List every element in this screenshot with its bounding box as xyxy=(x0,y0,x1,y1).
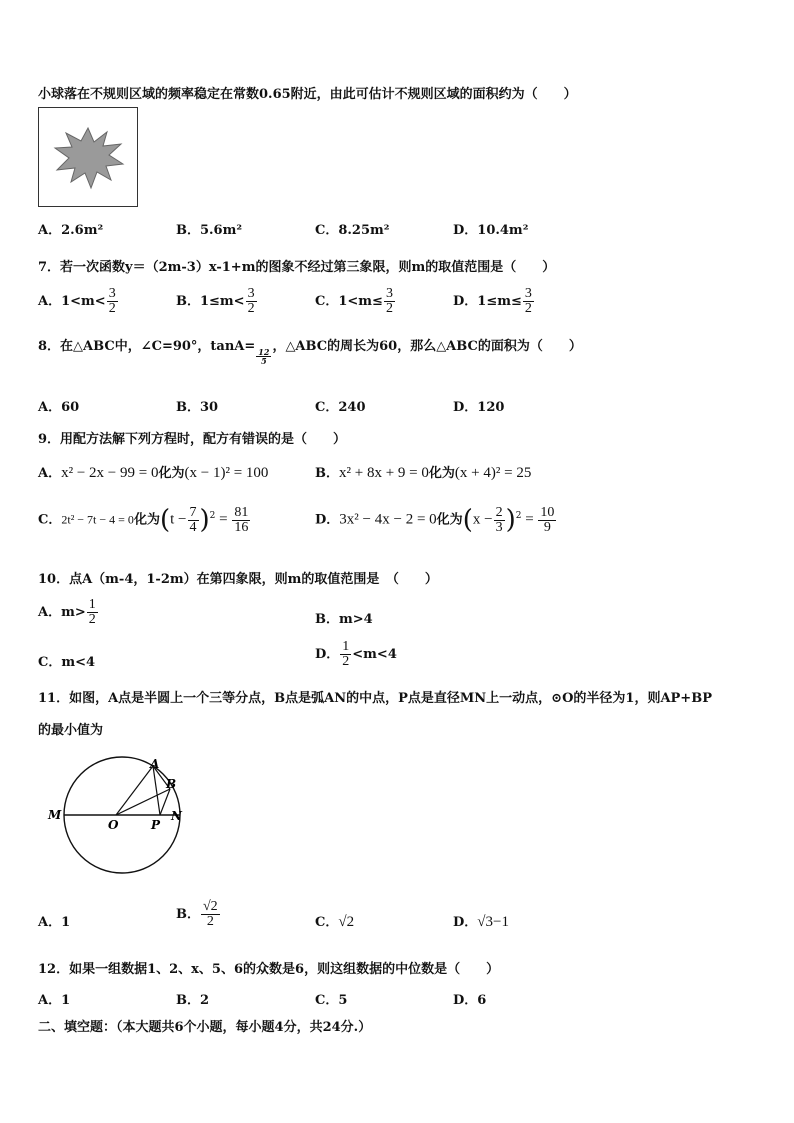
right-paren: ) xyxy=(505,505,516,535)
option-label: D． xyxy=(453,915,478,930)
label-p: P xyxy=(151,818,161,832)
q7-option-d[interactable] xyxy=(453,287,535,316)
q10-option-b[interactable]: B．m>4 xyxy=(315,612,373,627)
option-a[interactable]: A．2.6m² xyxy=(38,223,104,238)
fraction: $\frac{1}{2}$ xyxy=(88,597,96,627)
q8-option-d[interactable]: D．120 xyxy=(453,400,505,415)
label-b: B xyxy=(166,777,177,791)
q9-option-c[interactable]: C．2t² − 7t − 4 = 0化为(t − $\frac{7}{4}$ )$^2$ = $\frac{81}{16}$ xyxy=(38,504,249,535)
label-m: M xyxy=(48,808,62,822)
q7-a-text: A．1<m< xyxy=(38,294,106,309)
q9-option-a[interactable] xyxy=(38,462,268,482)
q8-option-b[interactable]: B．30 xyxy=(176,400,219,415)
question-7-stem: 7．若一次函数y＝（2m-3）x-1+m的图象不经过第三象限，则m的取值范围是（ ） xyxy=(38,260,556,275)
equation: x² − 2x − 99 = 0 xyxy=(61,465,159,481)
circle-diagram xyxy=(40,752,200,882)
q12-option-b[interactable]: B．2 xyxy=(176,993,210,1008)
q12-option-d[interactable]: D．6 xyxy=(453,993,487,1008)
question-stem: 小球落在不规则区域的频率稳定在常数0.65附近，由此可估计不规则区域的面积约为（ ） xyxy=(38,87,577,102)
option-label: D． xyxy=(315,512,340,528)
q11-option-c[interactable] xyxy=(315,911,354,931)
equation: x² + 8x + 9 = 0 xyxy=(339,465,429,481)
option-label: A． xyxy=(38,466,62,481)
option-c[interactable]: C．8.25m² xyxy=(315,223,390,238)
fraction: $\frac{10}{9}$ xyxy=(540,504,555,535)
q9-option-d[interactable]: D．3x² − 4x − 2 = 0化为(x − $\frac{2}{3}$ )$^2$ = $\frac{10}{9}$ xyxy=(315,504,555,535)
question-9-stem: 9．用配方法解下列方程时，配方有错误的是（ ） xyxy=(38,432,347,447)
q12-option-c[interactable]: C．5 xyxy=(315,993,348,1008)
transform-word: 化为 xyxy=(133,512,160,528)
q7-d-text: D．1≤m≤ xyxy=(453,294,522,309)
fraction: $\frac{7}{4}$ xyxy=(189,504,197,535)
option-label: B． xyxy=(176,907,200,922)
question-11-stem-line2: 的最小值为 xyxy=(38,723,104,738)
q7-option-a[interactable] xyxy=(38,287,119,316)
option-d[interactable]: D．10.4m² xyxy=(453,223,529,238)
fraction: $\frac{√2}{2}$ xyxy=(203,899,218,929)
option-label: C． xyxy=(38,512,62,528)
label-a: A xyxy=(150,757,160,771)
section-2-title: 二、填空题：（本大题共6个小题，每小题4分，共24分.） xyxy=(38,1020,372,1035)
fraction: $\frac{81}{16}$ xyxy=(234,504,249,535)
fraction: $\frac{1}{2}$ xyxy=(342,639,350,669)
option-b[interactable]: B．5.6m² xyxy=(176,223,243,238)
right-paren: ) xyxy=(199,505,210,535)
transform-word: 化为 xyxy=(158,466,185,481)
inner-expr: x − xyxy=(472,511,493,528)
transform-word: 化为 xyxy=(428,466,455,481)
transform-word: 化为 xyxy=(436,512,463,528)
fraction: $\frac{3}{2}$ xyxy=(524,286,532,316)
starburst-icon xyxy=(39,108,137,206)
option-label: C． xyxy=(315,915,339,930)
inner-expr: t − xyxy=(170,511,187,528)
question-12-stem: 12．如果一组数据1、2、x、5、6的众数是6，则这组数据的中位数是（ ） xyxy=(38,962,500,977)
q7-b-text: B．1≤m< xyxy=(176,294,245,309)
q7-option-b[interactable] xyxy=(176,287,258,316)
q11-option-d[interactable] xyxy=(453,911,509,931)
segment-oa xyxy=(116,766,153,815)
value: √3−1 xyxy=(477,914,509,930)
q8-stem-part2: ，△ABC的周长为60，那么△ABC的面积为（ ） xyxy=(272,339,582,354)
label-n: N xyxy=(171,809,182,823)
left-paren: ( xyxy=(159,505,171,535)
equation: 3x² − 4x − 2 = 0 xyxy=(339,511,437,528)
result: (x + 4)² = 25 xyxy=(454,465,532,481)
q10-option-a[interactable] xyxy=(38,598,99,627)
q8-option-c[interactable]: C．240 xyxy=(315,400,366,415)
question-11-stem-line1: 11．如图，A点是半圆上一个三等分点，B点是弧AN的中点，P点是直径MN上一动点，⊙O的半径为1，则AP+BP xyxy=(38,691,712,706)
value: √2 xyxy=(338,914,355,930)
semicircle-figure xyxy=(40,752,200,882)
fraction: $\frac{3}{2}$ xyxy=(108,286,116,316)
option-label: B． xyxy=(315,466,339,481)
q7-c-text: C．1<m≤ xyxy=(315,294,383,309)
irregular-region-figure xyxy=(38,107,138,207)
label-o: O xyxy=(108,818,119,832)
q11-option-b[interactable] xyxy=(176,900,221,929)
fraction: $\frac{2}{3}$ xyxy=(495,504,503,535)
fraction: $\frac{3}{2}$ xyxy=(247,286,255,316)
fraction: $\frac{3}{2}$ xyxy=(385,286,393,316)
equation: 2t² − 7t − 4 = 0 xyxy=(61,512,134,527)
q8-option-a[interactable]: A．60 xyxy=(38,400,80,415)
q12-option-a[interactable]: A．1 xyxy=(38,993,71,1008)
q11-option-a[interactable]: A．1 xyxy=(38,915,71,930)
q10-option-d[interactable] xyxy=(315,640,397,669)
q7-option-c[interactable] xyxy=(315,287,396,316)
q10-a-text: A．m> xyxy=(38,605,86,620)
result: (x − 1)² = 100 xyxy=(184,465,269,481)
tan-fraction: $\frac{12}{5}$ xyxy=(258,347,270,366)
q10-d-label: D． xyxy=(315,647,340,662)
q10-d-text: <m<4 xyxy=(352,647,397,662)
question-8-stem xyxy=(38,335,582,365)
q8-stem-part1: 8．在△ABC中，∠C=90°，tanA= xyxy=(38,339,256,354)
question-10-stem: 10．点A（m-4，1-2m）在第四象限，则m的取值范围是 （ ） xyxy=(38,572,438,587)
left-paren: ( xyxy=(462,505,473,535)
q10-option-c[interactable]: C．m<4 xyxy=(38,655,96,670)
q9-option-b[interactable] xyxy=(315,462,531,482)
